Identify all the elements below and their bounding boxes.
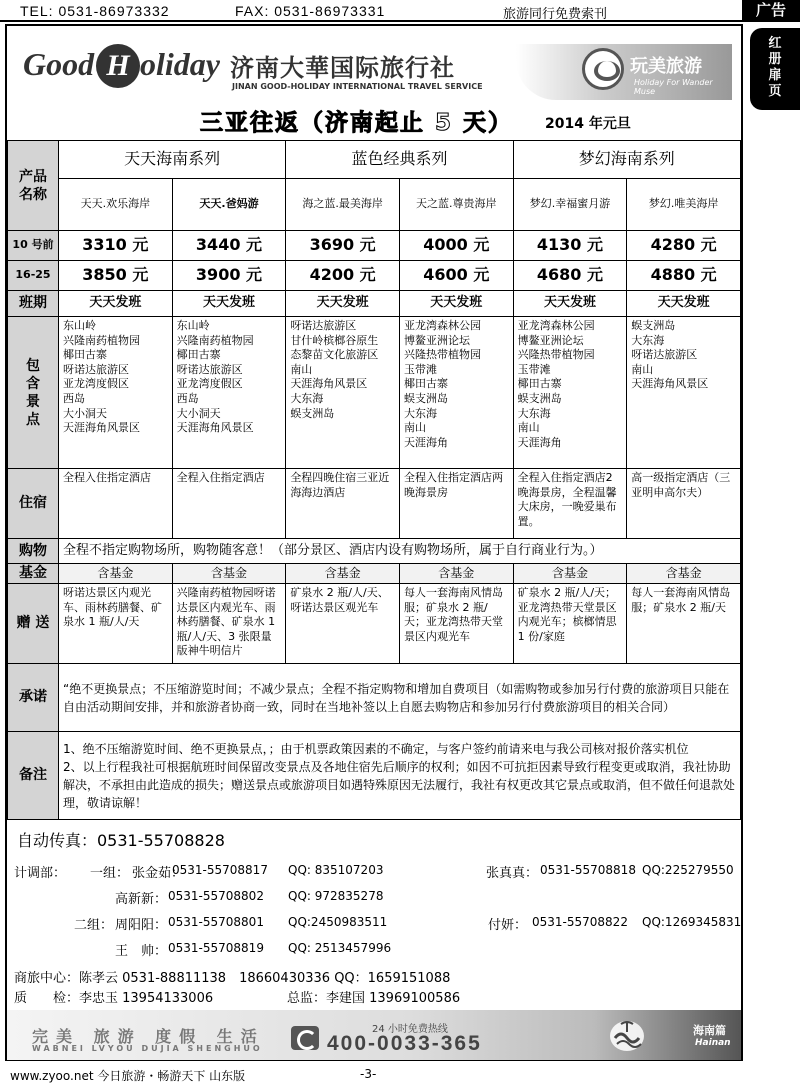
top-bar [0,0,800,22]
gift-cell: 矿泉水 2 瓶/人/天；亚龙湾热带天堂景区内观光车；槟榔情思 1 份/家庭 [513,584,627,664]
contact-tel: 0531-55708819 [168,941,264,955]
contact-name: 高新新： [115,892,168,907]
group-1-label: 一组： [90,866,130,881]
series-2: 蓝色经典系列 [286,141,513,179]
spot-item: 天涯海角风景区 [631,377,709,391]
price-cell: 4130 元 [513,231,627,261]
ad-badge: 广告 [742,0,800,22]
spot-item: 亚龙湾度假区 [176,377,243,391]
fund-cell: 含基金 [286,564,400,584]
contact-qq: QQ: 835107203 [288,863,384,877]
spot-item: 南山 [403,421,426,435]
promise-cell: “绝不更换景点；不压缩游览时间；不减少景点；全程不指定购物和增加自费项目（如需购物或参加另行付费的旅游项目只能在自由活动期间安排，并和旅游者协商一致，同时在当地补签以上自愿去购物店和参加另行付费旅游项目的相关合同） [59,664,741,732]
spot-item: 天涯海角 [403,435,448,449]
agency-name-en: JINAN GOOD-HOLIDAY INTERNATIONAL TRAVEL SERVICE [232,82,483,91]
header [6,40,736,102]
business-center: 商旅中心：陈孝云 0531-88811138 18660430336 QQ：1659151088 [14,971,451,986]
contact-tel: 0531-55708817 [172,863,268,877]
spot-item: 天涯海角 [517,435,562,449]
schedule-cell: 天天发班 [627,291,741,317]
bottom-banner [7,1010,741,1060]
contact-name: 周阳阳： [115,918,168,933]
price-cell: 4000 元 [399,231,513,261]
price-cell: 4280 元 [627,231,741,261]
spot-item: 玉带滩 [403,362,437,376]
product-name: 天天.爸妈游 [172,179,286,231]
spot-item: 大小洞天 [63,406,107,420]
spots-cell [627,317,741,469]
spot-item: 兴隆南药植物园 [63,333,140,347]
hotline-number: 400-0033-365 [327,1032,482,1055]
spot-item: 椰田古寨 [403,377,448,391]
director: 总监：李建国 13969100586 [287,991,461,1006]
spots-cell [399,317,513,469]
spot-item: 蜈支洲岛 [517,391,562,405]
slogan-en: WABNEI LVYOU DUJIA SHENGHUO [32,1044,263,1053]
product-name: 天之蓝.尊贵海岸 [399,179,513,231]
hotel-cell: 全程入住指定酒店两晚海景房 [399,469,513,539]
spot-item: 大东海 [290,391,324,405]
hainan-title: 海南篇 [693,1024,726,1037]
contact-name: 王 帅： [115,944,168,959]
spot-item: 呀诺达旅游区 [176,362,243,376]
contact-name: 付妍： [488,918,528,933]
product-name: 梦幻.唯美海岸 [627,179,741,231]
contact-tel: 0531-55708822 [532,915,628,929]
price-cell: 4680 元 [513,261,627,291]
spot-item: 亚龙湾森林公园 [517,319,595,332]
hotel-cell: 全程入住指定酒店 [172,469,286,539]
title-date: 2014 年元旦 [545,116,631,132]
fund-cell: 含基金 [513,564,627,584]
fund-cell: 含基金 [627,564,741,584]
schedule-cell: 天天发班 [399,291,513,317]
spot-item: 椰田古寨 [176,348,221,362]
spot-item: 西岛 [63,391,85,405]
spot-item: 兴隆南药植物园 [176,333,254,347]
spot-item: 蜈支洲岛 [631,319,676,332]
itinerary-table [7,140,741,820]
hotel-cell: 高一级指定酒店（三亚明申高尔夫） [627,469,741,539]
contact-tel: 0531-55708801 [168,915,264,929]
label-schedule: 班期 [8,291,59,317]
spot-item: 天涯海角风景区 [63,421,140,435]
schedule-cell: 天天发班 [286,291,400,317]
tel-text: TEL: 0531-86973332 [20,3,170,19]
price-cell: 4600 元 [399,261,513,291]
gift-cell: 呀诺达景区内观光车、雨林药膳餐、矿泉水 1 瓶/人/天 [59,584,173,664]
logo-oliday-text: oliday [140,46,220,82]
contact-name: 张真真： [486,866,539,881]
spot-item: 蜈支洲岛 [290,406,335,420]
price-cell: 3310 元 [59,231,173,261]
fax-text: FAX: 0531-86973331 [235,3,386,19]
spot-item: 兴隆热带植物园 [403,348,481,362]
price-cell: 3900 元 [172,261,286,291]
wanmei-name: 玩美旅游 [630,56,702,77]
phone-icon [291,1026,319,1050]
hainan-title-en: Hainan [695,1038,731,1048]
fund-cell: 含基金 [59,564,173,584]
shopping-cell: 全程不指定购物场所，购物随客意！（部分景区、酒店内设有购物场所，属于自行商业行为。） [59,539,741,564]
website-line: www.zyoo.net 今日旅游・畅游天下 山东版 [10,1069,246,1083]
remark-cell [59,732,741,820]
spot-item: 大小洞天 [176,406,221,420]
price-cell: 3850 元 [59,261,173,291]
spots-cell [59,317,173,469]
spot-item: 亚龙湾度假区 [63,377,129,391]
product-name: 天天.欢乐海岸 [59,179,173,231]
slogan: 完美 旅游 度假 生活 [32,1027,265,1046]
logo-h-icon: H [96,44,140,88]
spot-item: 天涯海角风景区 [176,421,254,435]
hotline-label: 24 小时免费热线 [372,1024,448,1035]
gift-cell: 每人一套海南风情岛服；矿泉水 2 瓶/天 [627,584,741,664]
spot-item: 大东海 [517,406,551,420]
spot-item: 椰田古寨 [63,348,107,362]
spot-item: 天涯海角风景区 [290,377,368,391]
spot-item: 兴隆热带植物园 [517,348,595,362]
spot-item: 呀诺达旅游区 [63,362,129,376]
schedule-cell: 天天发班 [513,291,627,317]
price-cell: 3690 元 [286,231,400,261]
gift-cell: 每人一套海南风情岛服；矿泉水 2 瓶/天；亚龙湾热带天堂景区内观光车 [399,584,513,664]
hotel-cell: 全程四晚住宿三亚近海海边酒店 [286,469,400,539]
label-remark: 备注 [8,732,59,820]
hotel-cell: 全程入住指定酒店 [59,469,173,539]
label-shopping: 购物 [8,539,59,564]
spot-item: 东山岭 [63,319,96,332]
spots-cell [286,317,400,469]
label-hotel: 住宿 [8,469,59,539]
hotel-cell: 全程入住指定酒店2 晚海景房，全程温馨大床房，一晚爱巢布置。 [513,469,627,539]
label-product: 产品名称 [8,141,59,231]
spot-item: 态黎苗文化旅游区 [290,348,379,362]
remark-line: 2、以上行程我社可根据航班时间保留改变景点及各地住宿先后顺序的权利；如因不可抗拒因素导致行程变更或取消，我社协助解决，不承担由此造成的损失；赠送景点或旅游项目如遇特殊原因无法履行，我社有权更改其它景点或取消，但不做任何退款处理，敬请谅解！ [63,759,736,810]
spot-item: 呀诺达旅游区 [290,319,357,332]
remark-line: 1、绝不压缩游览时间、绝不更换景点，；由于机票政策因素的不确定，与客户签约前请来电与我公司核对报价落实机位 [63,741,689,756]
product-name: 梦幻.幸福蜜月游 [513,179,627,231]
series-3: 梦幻海南系列 [513,141,740,179]
fund-cell: 含基金 [172,564,286,584]
spot-item: 大东海 [631,333,665,347]
page-number: -3- [360,1067,377,1081]
spot-item: 博鳌亚洲论坛 [403,333,470,347]
contact-tel: 0531-55708818 [540,863,636,877]
quality-check: 质 检：李忠玉 13954133006 [14,991,214,1006]
price-cell: 4200 元 [286,261,400,291]
spot-item: 椰田古寨 [517,377,562,391]
wanmei-logo-icon [582,48,624,90]
label-promise: 承诺 [8,664,59,732]
price-cell: 3440 元 [172,231,286,261]
price-cell: 4880 元 [627,261,741,291]
side-tab-label: 红册扉页 [768,36,782,99]
spot-item: 亚龙湾森林公园 [403,319,481,332]
price-label: 10 号前 [8,231,59,261]
label-spots: 包含景点 [8,317,59,469]
label-fund: 基金 [8,564,59,584]
spot-item: 蜈支洲岛 [403,391,448,405]
spot-item: 甘什岭槟榔谷原生 [290,333,379,347]
contact-name: 张金茹： [132,866,185,881]
dispatch-label: 计调部： [14,866,67,881]
spot-item: 西岛 [176,391,199,405]
fund-cell: 含基金 [399,564,513,584]
contact-qq: QQ:2450983511 [288,915,388,929]
spot-item: 南山 [290,362,313,376]
spot-item: 南山 [631,362,654,376]
product-name: 海之蓝.最美海岸 [286,179,400,231]
spot-item: 玉带滩 [517,362,551,376]
spots-cell [513,317,627,469]
spot-item: 南山 [517,421,540,435]
gift-cell: 矿泉水 2 瓶/人/天、呀诺达景区观光车 [286,584,400,664]
group-2-label: 二组： [74,918,114,933]
price-label: 16-25 [8,261,59,291]
contact-qq: QQ:1269345831 [642,915,742,929]
side-tab [750,28,800,110]
free-catalog-text: 旅游同行免费索刊 [503,7,608,22]
gift-cell: 兴隆南药植物园呀诺达景区内观光车、雨林药膳餐、矿泉水 1 瓶/人/天、3 张限量版神牛明信片 [172,584,286,664]
wanmei-sub: Holiday For Wander Muse [634,78,713,96]
series-1: 天天海南系列 [59,141,286,179]
agency-name: 济南大華国际旅行社 [230,54,455,82]
schedule-cell: 天天发班 [172,291,286,317]
logo-good-text: Good [23,46,95,82]
spots-cell [172,317,286,469]
contact-tel: 0531-55708802 [168,889,264,903]
spot-item: 东山岭 [176,319,210,332]
contact-qq: QQ: 2513457996 [288,941,392,955]
contact-qq: QQ:225279550 [642,863,734,877]
spot-item: 大东海 [403,406,437,420]
auto-fax: 自动传真：0531-55708828 [17,831,225,850]
contact-qq: QQ: 972835278 [288,889,384,903]
label-gift: 赠 送 [8,584,59,664]
page-title: 三亚往返（济南起止 5 天） [200,110,514,136]
spot-item: 博鳌亚洲论坛 [517,333,584,347]
schedule-cell: 天天发班 [59,291,173,317]
spot-item: 呀诺达旅游区 [631,348,698,362]
